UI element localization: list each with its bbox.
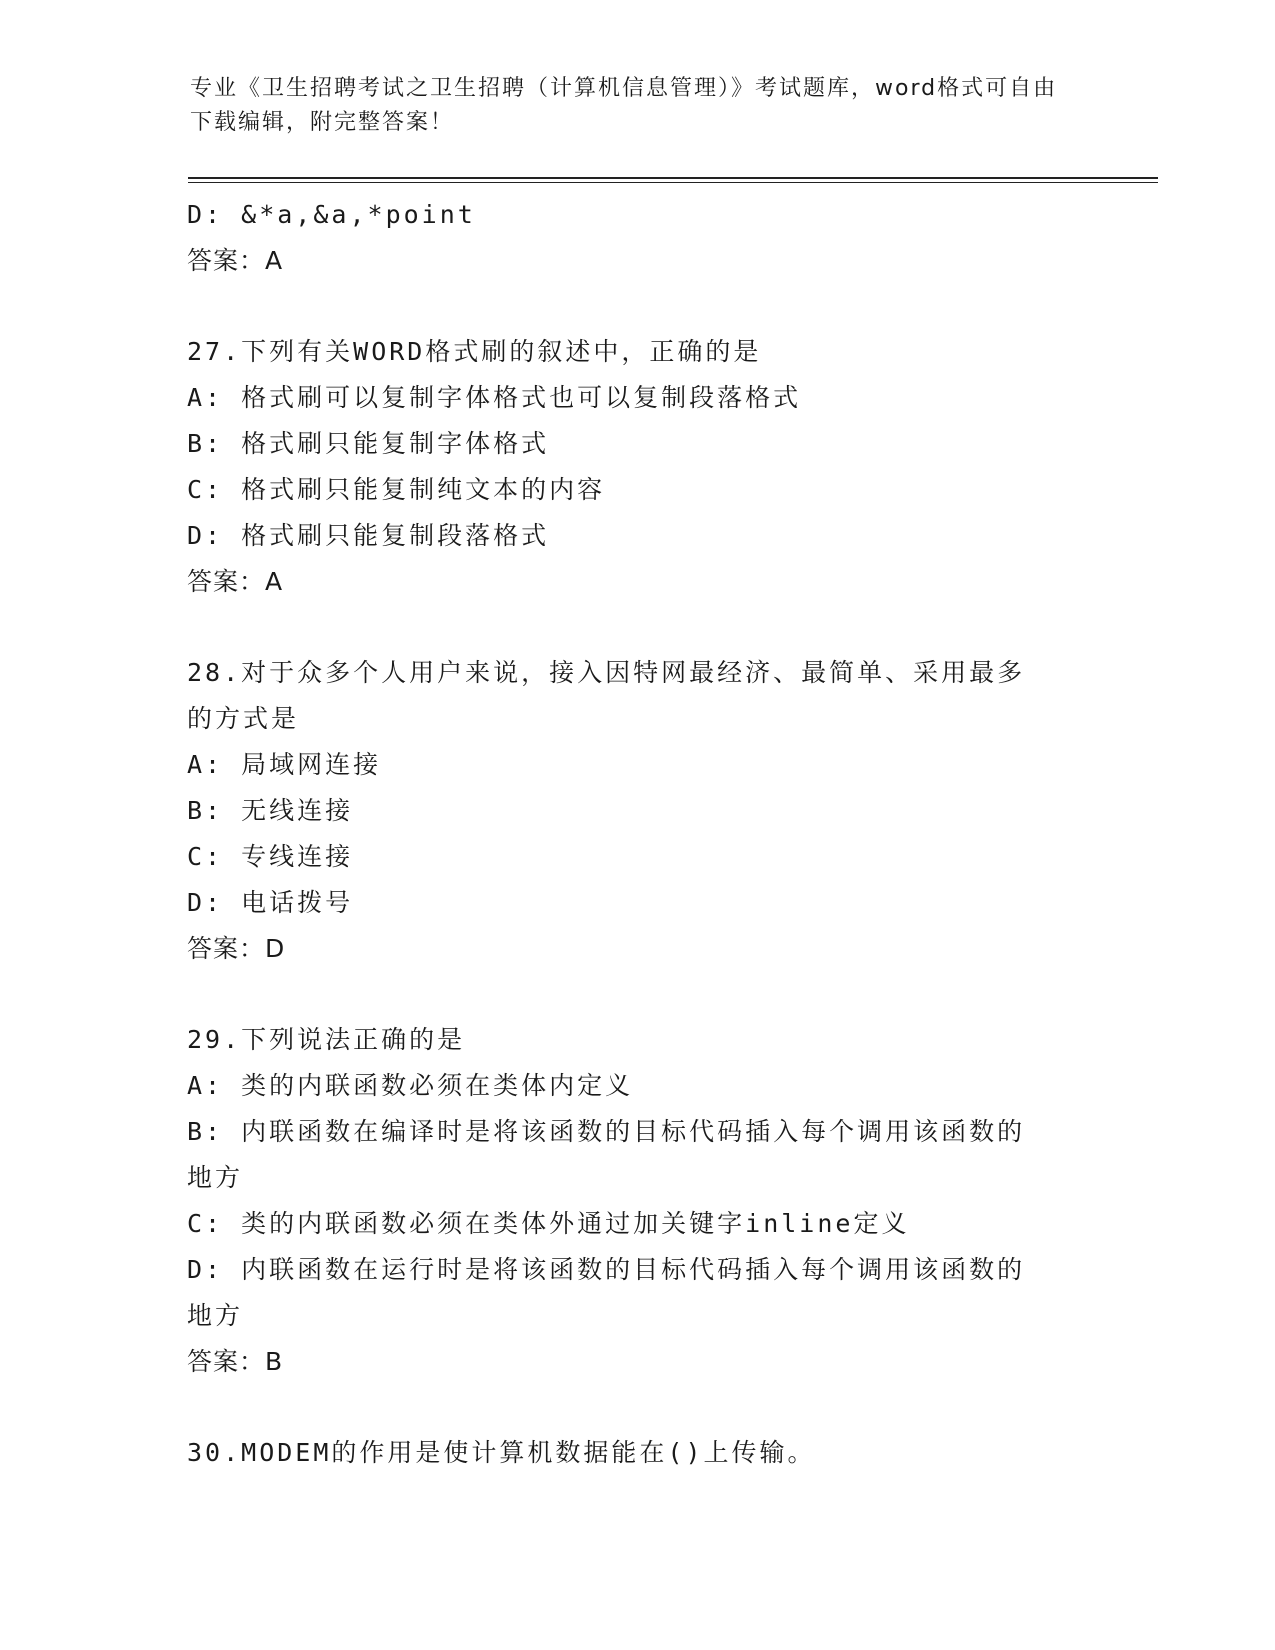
option-b: B: 内联函数在编译时是将该函数的目标代码插入每个调用该函数的地方 xyxy=(187,1117,1026,1192)
answer: 答案：B xyxy=(187,1347,284,1376)
option-c: C: 类的内联函数必须在类体外通过加关键字inline定义 xyxy=(187,1209,910,1238)
option-c: C: 专线连接 xyxy=(187,842,354,871)
header-rule-thick xyxy=(188,177,1158,179)
option-c: C: 格式刷只能复制纯文本的内容 xyxy=(187,475,606,504)
question-28 xyxy=(187,650,1087,972)
answer: 答案：A xyxy=(187,567,284,596)
question-30 xyxy=(187,1430,1087,1476)
option-b: B: 无线连接 xyxy=(187,796,354,825)
prev-option-d: D: &*a,&a,*point xyxy=(187,200,476,229)
question-29 xyxy=(187,1017,1087,1385)
answer: 答案：D xyxy=(187,934,286,963)
question-stem: 27.下列有关WORD格式刷的叙述中，正确的是 xyxy=(187,337,762,366)
question-list xyxy=(187,192,1087,1476)
prev-answer: 答案：A xyxy=(187,246,284,275)
question-stem: 28.对于众多个人用户来说，接入因特网最经济、最简单、采用最多的方式是 xyxy=(187,658,1026,733)
option-d: D: 内联函数在运行时是将该函数的目标代码插入每个调用该函数的地方 xyxy=(187,1255,1026,1330)
option-a: A: 格式刷可以复制字体格式也可以复制段落格式 xyxy=(187,383,802,412)
option-a: A: 类的内联函数必须在类体内定义 xyxy=(187,1071,634,1100)
question-stem: 29.下列说法正确的是 xyxy=(187,1025,466,1054)
option-b: B: 格式刷只能复制字体格式 xyxy=(187,429,550,458)
document-header: 专业《卫生招聘考试之卫生招聘（计算机信息管理）》考试题库，word格式可自由下载编辑，附完整答案！ xyxy=(190,76,1058,135)
header-rule-thin xyxy=(188,182,1158,183)
question-27 xyxy=(187,329,1087,605)
option-a: A: 局域网连接 xyxy=(187,750,382,779)
question-stem: 30.MODEM的作用是使计算机数据能在()上传输。 xyxy=(187,1438,816,1467)
option-d: D: 电话拨号 xyxy=(187,888,354,917)
option-d: D: 格式刷只能复制段落格式 xyxy=(187,521,550,550)
